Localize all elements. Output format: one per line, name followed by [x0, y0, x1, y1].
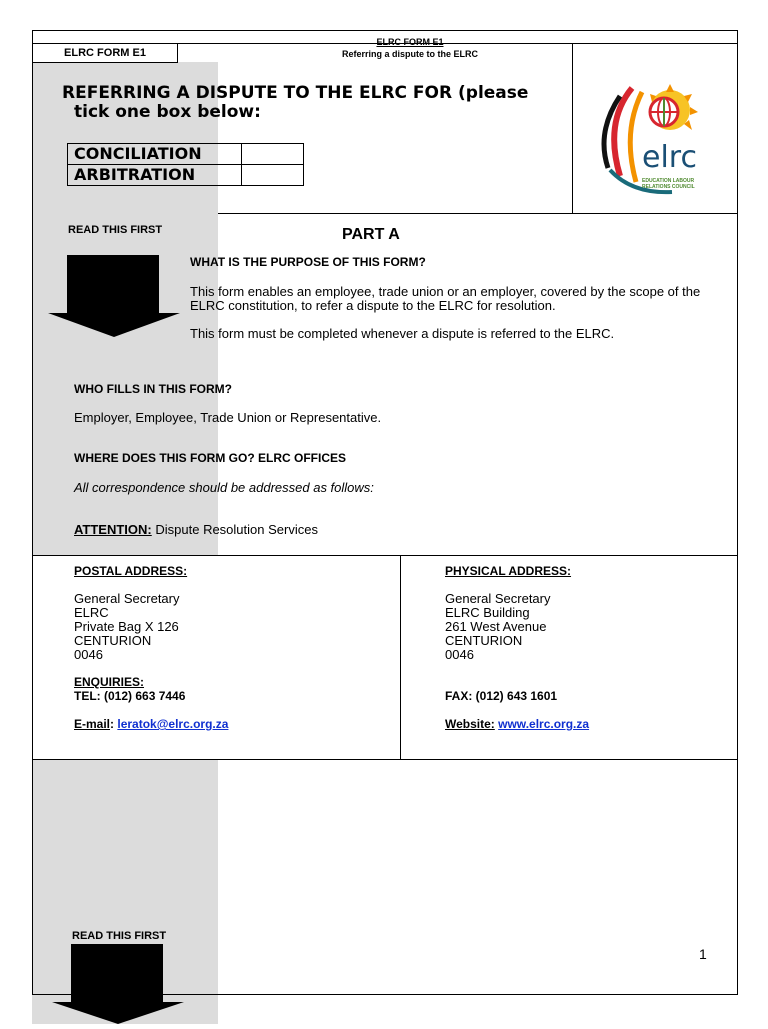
- purpose-text-line2: ELRC constitution, to refer a dispute to the ELRC for resolution.: [190, 298, 556, 313]
- logo-tagline-1: EDUCATION LABOUR: [642, 178, 695, 184]
- purpose-text-2: This form must be completed whenever a dispute is referred to the ELRC.: [190, 326, 615, 341]
- attention-line: [74, 522, 318, 537]
- read-this-first-top: READ THIS FIRST: [68, 224, 163, 236]
- purpose-text-line1: This form enables an employee, trade union or an employer, covered by the scope of the: [190, 284, 701, 299]
- physical-line: 0046: [445, 647, 474, 662]
- physical-line: General Secretary: [445, 591, 551, 606]
- read-this-first-bottom: READ THIS FIRST: [72, 930, 167, 942]
- website-label: Website:: [445, 717, 495, 731]
- fax: FAX: (012) 643 1601: [445, 689, 558, 703]
- physical-line: ELRC Building: [445, 605, 530, 620]
- top-subtitle: Referring a dispute to the ELRC: [341, 49, 478, 59]
- logo-name: elrc: [642, 140, 697, 175]
- physical-line: CENTURION: [445, 633, 523, 648]
- email-label: E-mail: [74, 717, 111, 731]
- logo-tagline-2: RELATIONS COUNCIL: [642, 184, 695, 190]
- postal-line: Private Bag X 126: [74, 619, 179, 634]
- top-rule: [32, 30, 738, 31]
- purpose-heading: WHAT IS THE PURPOSE OF THIS FORM?: [190, 255, 426, 269]
- telephone: TEL: (012) 663 7446: [74, 689, 186, 703]
- postal-line: ELRC: [74, 605, 109, 620]
- postal-heading: POSTAL ADDRESS:: [74, 564, 188, 578]
- part-a-title: PART A: [342, 226, 400, 243]
- enquiries-label: ENQUIRIES:: [74, 675, 145, 689]
- option-table: [67, 143, 304, 186]
- down-arrow-icon: [52, 944, 184, 1024]
- postal-line: CENTURION: [74, 633, 152, 648]
- elrc-logo: [592, 82, 712, 200]
- email-line: E-mail: leratok@elrc.org.za: [74, 717, 229, 731]
- postal-line: General Secretary: [74, 591, 180, 606]
- attention-label: ATTENTION:: [74, 522, 152, 537]
- where-text: All correspondence should be addressed as follows:: [74, 480, 374, 495]
- website-link[interactable]: www.elrc.org.za: [498, 717, 590, 731]
- who-heading: WHO FILLS IN THIS FORM?: [74, 382, 232, 396]
- option-conciliation-checkbox[interactable]: [242, 144, 303, 164]
- physical-heading: PHYSICAL ADDRESS:: [445, 564, 572, 578]
- where-heading: WHERE DOES THIS FORM GO? ELRC OFFICES: [74, 451, 347, 465]
- option-arbitration-label: ARBITRATION: [74, 165, 196, 184]
- top-title: ELRC FORM E1: [376, 37, 444, 47]
- option-conciliation-label: CONCILIATION: [74, 144, 202, 163]
- option-arbitration-checkbox[interactable]: [242, 165, 303, 185]
- attention-text: Dispute Resolution Services: [155, 522, 318, 537]
- who-text: Employer, Employee, Trade Union or Representative.: [74, 410, 382, 425]
- page-number: 1: [699, 946, 707, 962]
- page-heading-line1: REFERRING A DISPUTE TO THE ELRC FOR (please: [62, 83, 529, 103]
- website-line: [445, 717, 589, 731]
- form-code: ELRC FORM E1: [64, 47, 146, 59]
- page-heading-line2: tick one box below:: [74, 102, 261, 122]
- physical-line: 261 West Avenue: [445, 619, 547, 634]
- down-arrow-icon: [48, 255, 180, 337]
- postal-line: 0046: [74, 647, 103, 662]
- email-link[interactable]: leratok@elrc.org.za: [117, 717, 229, 731]
